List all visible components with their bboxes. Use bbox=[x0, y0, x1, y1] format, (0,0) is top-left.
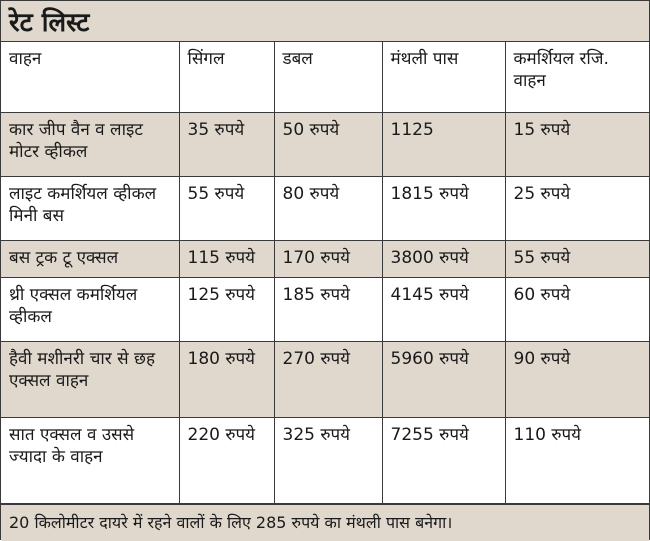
double-cell: 270 रुपये bbox=[274, 341, 382, 417]
double-cell: 50 रुपये bbox=[274, 112, 382, 176]
header-double: डबल bbox=[274, 42, 382, 112]
monthly-pass-cell: 7255 रुपये bbox=[382, 417, 505, 503]
table-row bbox=[1, 277, 649, 341]
table-row bbox=[1, 341, 649, 417]
monthly-pass-cell: 1125 bbox=[382, 112, 505, 176]
monthly-pass-cell: 3800 रुपये bbox=[382, 240, 505, 277]
commercial-cell: 15 रुपये bbox=[505, 112, 649, 176]
vehicle-cell: सात एक्सल व उससे ज्यादा के वाहन bbox=[1, 417, 179, 503]
monthly-pass-cell: 4145 रुपये bbox=[382, 277, 505, 341]
single-cell: 115 रुपये bbox=[179, 240, 274, 277]
table-row bbox=[1, 176, 649, 240]
double-cell: 325 रुपये bbox=[274, 417, 382, 503]
single-cell: 125 रुपये bbox=[179, 277, 274, 341]
single-cell: 180 रुपये bbox=[179, 341, 274, 417]
vehicle-cell: कार जीप वैन व लाइट मोटर व्हीकल bbox=[1, 112, 179, 176]
single-cell: 220 रुपये bbox=[179, 417, 274, 503]
double-cell: 170 रुपये bbox=[274, 240, 382, 277]
rate-table bbox=[1, 42, 649, 504]
monthly-pass-cell: 1815 रुपये bbox=[382, 176, 505, 240]
commercial-cell: 90 रुपये bbox=[505, 341, 649, 417]
commercial-cell: 60 रुपये bbox=[505, 277, 649, 341]
double-cell: 185 रुपये bbox=[274, 277, 382, 341]
vehicle-cell: हैवी मशीनरी चार से छह एक्सल वाहन bbox=[1, 341, 179, 417]
vehicle-cell: बस ट्रक टू एक्सल bbox=[1, 240, 179, 277]
double-cell: 80 रुपये bbox=[274, 176, 382, 240]
monthly-pass-cell: 5960 रुपये bbox=[382, 341, 505, 417]
table-row bbox=[1, 417, 649, 503]
commercial-cell: 55 रुपये bbox=[505, 240, 649, 277]
commercial-cell: 25 रुपये bbox=[505, 176, 649, 240]
table-row bbox=[1, 112, 649, 176]
single-cell: 35 रुपये bbox=[179, 112, 274, 176]
header-monthly-pass: मंथली पास bbox=[382, 42, 505, 112]
table-header-row bbox=[1, 42, 649, 112]
header-single: सिंगल bbox=[179, 42, 274, 112]
vehicle-cell: थ्री एक्सल कमर्शियल व्हीकल bbox=[1, 277, 179, 341]
monthly-pass-note: 20 किलोमीटर दायरे में रहने वालों के लिए 285 रुपये का मंथली पास बनेगा। bbox=[1, 504, 649, 541]
header-vehicle: वाहन bbox=[1, 42, 179, 112]
single-cell: 55 रुपये bbox=[179, 176, 274, 240]
commercial-cell: 110 रुपये bbox=[505, 417, 649, 503]
vehicle-cell: लाइट कमर्शियल व्हीकल मिनी बस bbox=[1, 176, 179, 240]
table-row bbox=[1, 240, 649, 277]
header-commercial-registered: कमर्शियल रजि. वाहन bbox=[505, 42, 649, 112]
rate-list-title: रेट लिस्ट bbox=[1, 1, 649, 42]
